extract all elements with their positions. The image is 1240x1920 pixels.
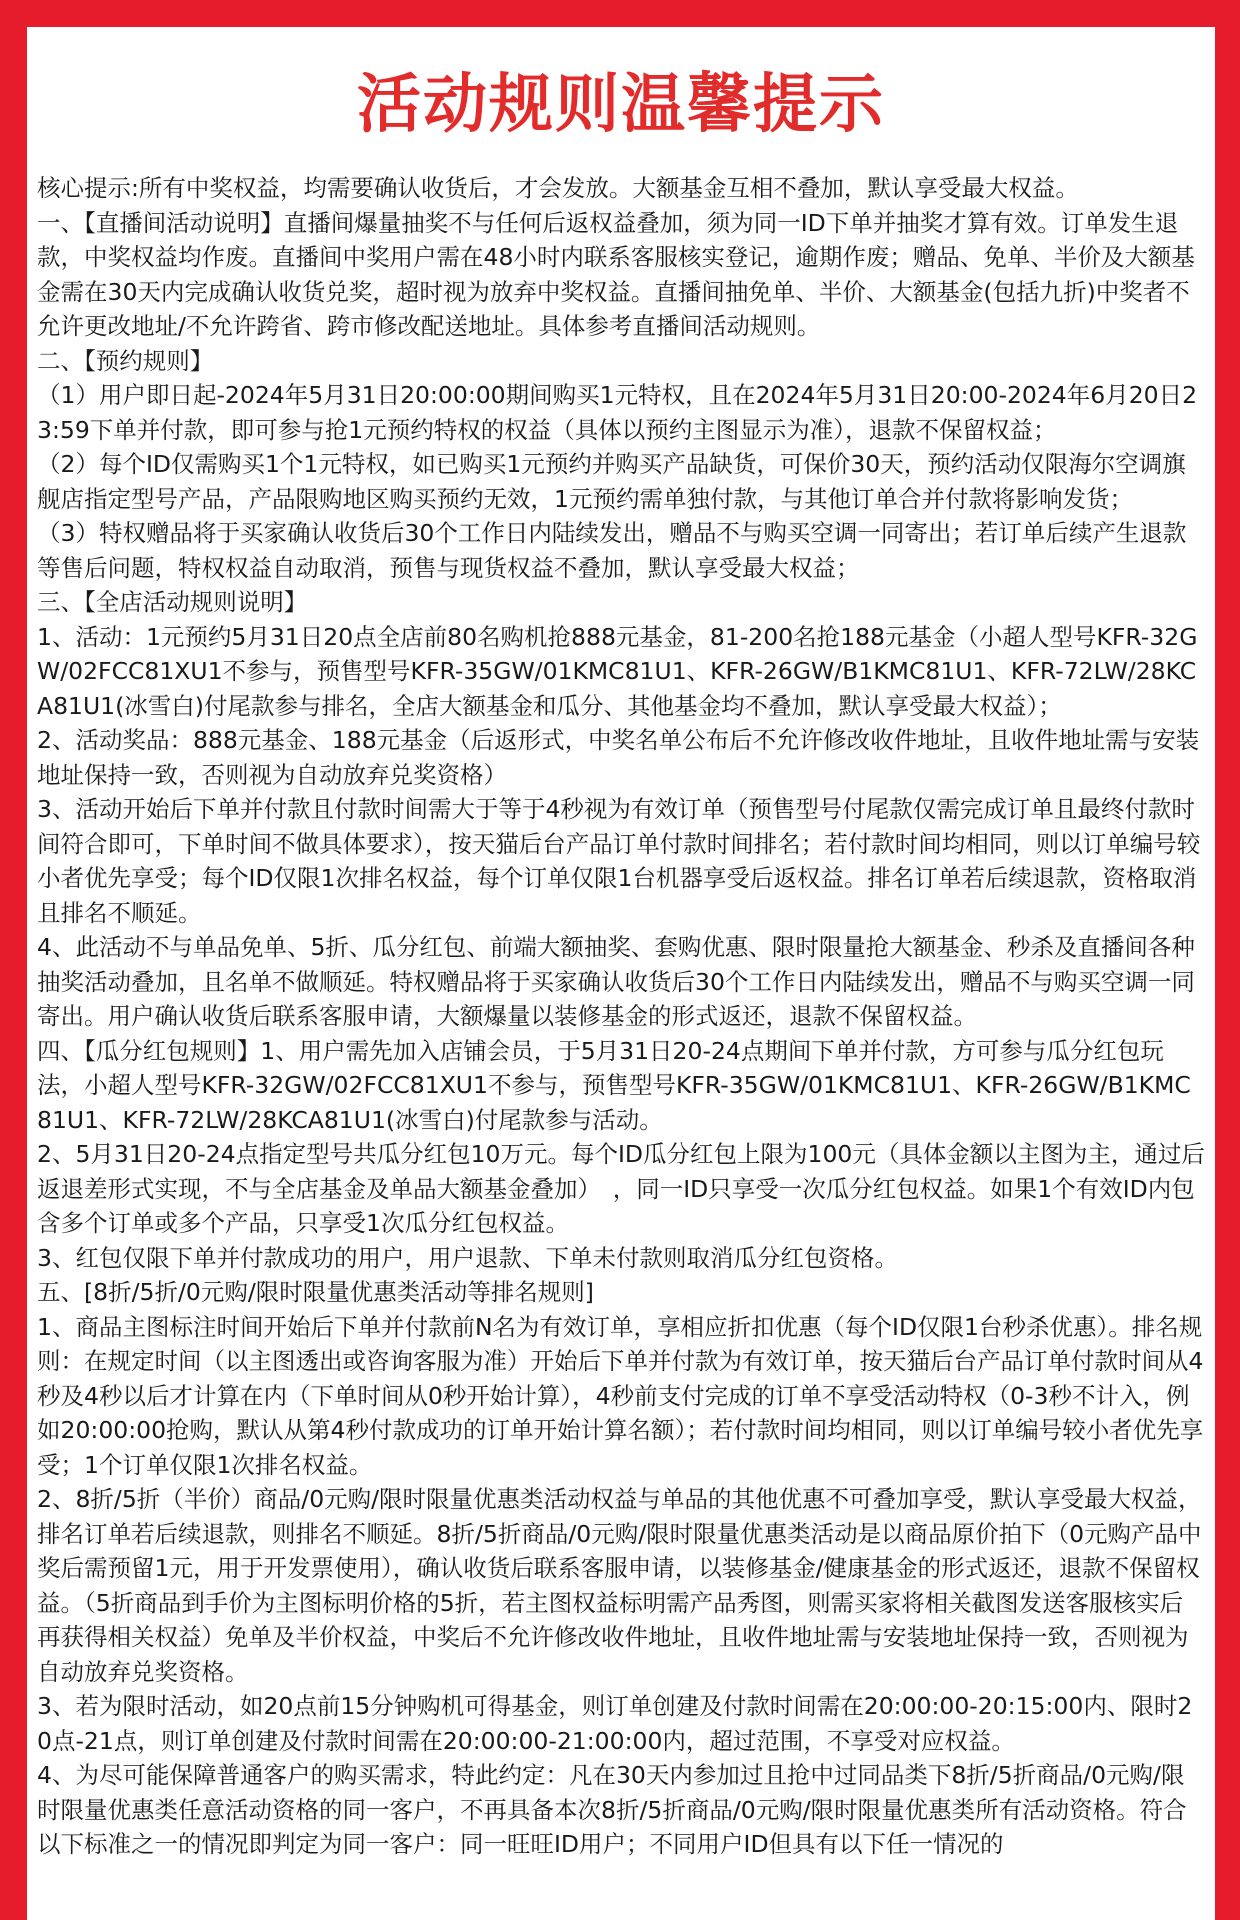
- rule-paragraph: 4、为尽可能保障普通客户的购买需求，特此约定：凡在30天内参加过且抢中过同品类下8折/5折商品/0元购/限时限量优惠类任意活动资格的同一客户，不再具备本次8折/5折商品/0元购/限时限量优惠类所有活动资格。符合以下标准之一的情况即判定为同一客户：同一旺旺ID用户；不同用户ID但具有以下任一情况的: [37, 1761, 1187, 1858]
- rule-paragraph: 三、【全店活动规则说明】: [37, 588, 308, 616]
- rule-paragraph: 2、活动奖品：888元基金、188元基金（后返形式，中奖名单公布后不允许修改收件地址，且收件地址需与安装地址保持一致，否则视为自动放弃兑奖资格）: [37, 726, 1200, 789]
- rule-paragraph: 五、[8折/5折/0元购/限时限量优惠类活动等排名规则]: [37, 1278, 594, 1306]
- rule-paragraph: 2、8折/5折（半价）商品/0元购/限时限量优惠类活动权益与单品的其他优惠不可叠加享受，默认享受最大权益，排名订单若后续退款，则排名不顺延。8折/5折商品/0元购/限时限量优惠类活动是以商品原价拍下（0元购产品中奖后需预留1元，用于开发票使用），确认收货后联系客服申请，以装修基金/健康基金的形式返还，退款不保留权益。（5折商品到手价为主图标明价格的5折，若主图权益标明需产品秀图，则需买家将相关截图发送客服核实后再获得相关权益）免单及半价权益，中奖后不允许修改收件地址，且收件地址需与安装地址保持一致，否则视为自动放弃兑奖资格。: [37, 1485, 1202, 1686]
- rule-paragraph: 二、【预约规则】: [37, 346, 214, 375]
- rule-paragraph: 1、活动：1元预约5月31日20点全店前80名购机抢888元基金，81-200名抢188元基金（小超人型号KFR-32GW/02FCC81XU1不参与，预售型号KFR-35GW/01KMC81U1、KFR-26GW/B1KMC81U1、KFR-72LW/28KCA81U1(冰雪白)付尾款参与排名，全店大额基金和瓜分、其他基金均不叠加，默认享受最大权益）；: [37, 622, 1198, 720]
- rule-paragraph: 4、此活动不与单品免单、5折、瓜分红包、前端大额抽奖、套购优惠、限时限量抢大额基金、秒杀及直播间各种抽奖活动叠加，且名单不做顺延。特权赠品将于买家确认收货后30个工作日内陆续发出，赠品不与购买空调一同寄出。用户确认收货后联系客服申请，大额爆量以装修基金的形式返还，退款不保留权益。: [37, 933, 1195, 1030]
- rule-paragraph: 3、若为限时活动，如20点前15分钟购机可得基金，则订单创建及付款时间需在20:00:00-20:15:00内、限时20点-21点，则订单创建及付款时间需在20:00:00-21:00:00内，超过范围，不享受对应权益。: [37, 1692, 1193, 1755]
- rule-paragraph: 1、商品主图标注时间开始后下单并付款前N名为有效订单，享相应折扣优惠（每个ID仅限1台秒杀优惠）。排名规则：在规定时间（以主图透出或咨询客服为准）开始后下单并付款为有效订单，按天猫后台产品订单付款时间从4秒及4秒以后才计算在内（下单时间从0秒开始计算），4秒前支付完成的订单不享受活动特权（0-3秒不计入，例如20:00:00抢购，默认从第4秒付款成功的订单开始计算名额）；若付款时间均相同，则以订单编号较小者优先享受；1个订单仅限1次排名权益。: [37, 1312, 1204, 1479]
- rule-paragraph: 四、【瓜分红包规则】1、用户需先加入店铺会员，于5月31日20-24点期间下单并付款，方可参与瓜分红包玩法，小超人型号KFR-32GW/02FCC81XU1不参与，预售型号KFR-35GW/01KMC81U1、KFR-26GW/B1KMC81U1、KFR-72LW/28KCA81U1(冰雪白)付尾款参与活动。: [37, 1036, 1191, 1134]
- rule-paragraph: （1）用户即日起-2024年5月31日20:00:00期间购买1元特权，且在2024年5月31日20:00-2024年6月20日23:59下单并付款，即可参与抢1元预约特权的权益（具体以预约主图显示为准），退款不保留权益；: [37, 381, 1198, 444]
- rule-paragraph: （3）特权赠品将于买家确认收货后30个工作日内陆续发出，赠品不与购买空调一同寄出；若订单后续产生退款等售后问题，特权权益自动取消，预售与现货权益不叠加，默认享受最大权益；: [37, 519, 1187, 582]
- rule-paragraph: 核心提示:所有中奖权益，均需要确认收货后，才会发放。大额基金互相不叠加，默认享受最大权益。: [37, 174, 1079, 202]
- rules-body: [27, 171, 1215, 1862]
- rule-paragraph: 3、红包仅限下单并付款成功的用户，用户退款、下单未付款则取消瓜分红包资格。: [37, 1243, 898, 1272]
- rules-page: [27, 27, 1215, 1920]
- rule-paragraph: 2、5月31日20-24点指定型号共瓜分红包10万元。每个ID瓜分红包上限为100元（具体金额以主图为主，通过后返退差形式实现，不与全店基金及单品大额基金叠加） ，同一ID只享受一次瓜分红包权益。如果1个有效ID内包含多个订单或多个产品，只享受1次瓜分红包权益。: [37, 1140, 1205, 1237]
- rule-paragraph: 一、【直播间活动说明】直播间爆量抽奖不与任何后返权益叠加，须为同一ID下单并抽奖才算有效。订单发生退款，中奖权益均作废。直播间中奖用户需在48小时内联系客服核实登记，逾期作废；赠品、免单、半价及大额基金需在30天内完成确认收货兑奖，超时视为放弃中奖权益。直播间抽免单、半价、大额基金(包括九折)中奖者不允许更改地址/不允许跨省、跨市修改配送地址。具体参考直播间活动规则。: [37, 208, 1195, 340]
- rule-paragraph: （2）每个ID仅需购买1个1元特权，如已购买1元预约并购买产品缺货，可保价30天，预约活动仅限海尔空调旗舰店指定型号产品，产品限购地区购买预约无效，1元预约需单独付款，与其他订单合并付款将影响发货；: [37, 450, 1186, 513]
- page-title: 活动规则温馨提示: [357, 68, 885, 142]
- rule-paragraph: 3、活动开始后下单并付款且付款时间需大于等于4秒视为有效订单（预售型号付尾款仅需完成订单且最终付款时间符合即可，下单时间不做具体要求），按天猫后台产品订单付款时间排名；若付款时间均相同，则以订单编号较小者优先享受；每个ID仅限1次排名权益，每个订单仅限1台机器享受后返权益。排名订单若后续退款，资格取消且排名不顺延。: [37, 795, 1201, 927]
